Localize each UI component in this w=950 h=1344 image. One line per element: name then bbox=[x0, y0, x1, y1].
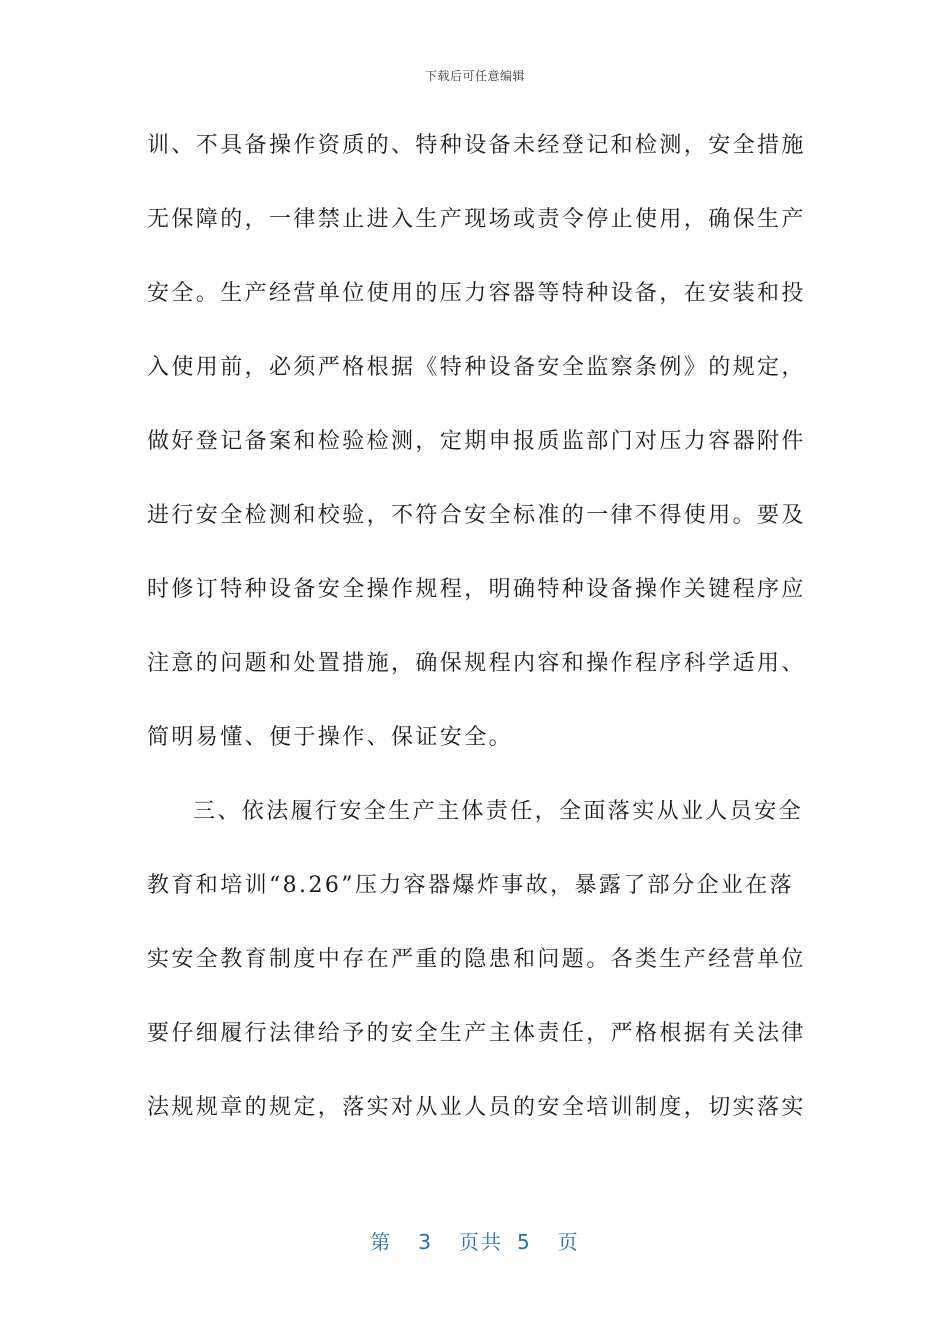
body-line: 做好登记备案和检验检测，定期申报质监部门对压力容器附件 bbox=[147, 429, 806, 454]
body-line: 简明易懂、便于操作、保证安全。 bbox=[147, 725, 514, 750]
body-line: 教育和培训“8.26”压力容器爆炸事故，暴露了部分企业在落 bbox=[147, 873, 795, 898]
body-line: 进行安全检测和校验，不符合安全标准的一律不得使用。要及 bbox=[147, 503, 806, 528]
body-line: 实安全教育制度中存在严重的隐患和问题。各类生产经营单位 bbox=[147, 947, 806, 972]
footer-prefix: 第 bbox=[370, 1230, 393, 1254]
body-line: 注意的问题和处置措施，确保规程内容和操作程序科学适用、 bbox=[147, 651, 806, 676]
current-page-number: 3 bbox=[418, 1230, 433, 1254]
body-line: 安全。生产经营单位使用的压力容器等特种设备，在安装和投 bbox=[147, 281, 806, 306]
body-line: 训、不具备操作资质的、特种设备未经登记和检测，安全措施 bbox=[147, 133, 806, 158]
body-line: 法规规章的规定，落实对从业人员的安全培训制度，切实落实 bbox=[147, 1095, 806, 1120]
document-body bbox=[147, 126, 807, 1162]
section-heading-line: 三、依法履行安全生产主体责任，全面落实从业人员安全 bbox=[193, 799, 804, 824]
footer-middle: 页共 bbox=[459, 1230, 503, 1254]
body-line: 时修订特种设备安全操作规程，明确特种设备操作关键程序应 bbox=[147, 577, 806, 602]
page-header: 下载后可任意编辑 bbox=[424, 69, 525, 83]
body-line: 入使用前，必须严格根据《特种设备安全监察条例》的规定， bbox=[147, 355, 806, 380]
footer-suffix: 页 bbox=[557, 1230, 580, 1254]
total-pages-number: 5 bbox=[517, 1230, 532, 1254]
body-line: 要仔细履行法律给予的安全生产主体责任，严格根据有关法律 bbox=[147, 1021, 806, 1046]
page-footer bbox=[0, 1226, 950, 1255]
body-line: 无保障的，一律禁止进入生产现场或责令停止使用，确保生产 bbox=[147, 207, 806, 232]
